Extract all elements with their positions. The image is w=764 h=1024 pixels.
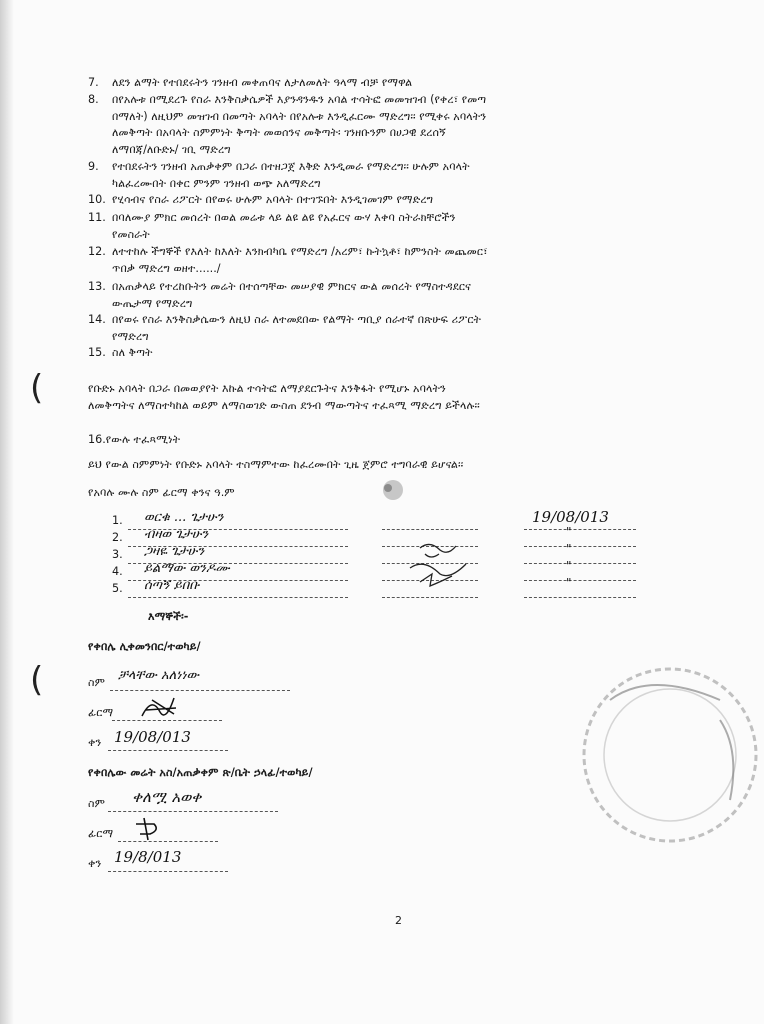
receiver-date-line xyxy=(108,750,228,751)
penalty-paragraph-line: ለመቅጣትና ለማስተካከል ወይም ለማስወገድ ውስጠ ደንብ ማውጣትና ተፈጻሚ ማድረግ ይችላሉ፡፡ xyxy=(88,399,480,412)
member-name: ብዛወ ጌታሁን xyxy=(144,527,209,542)
item-text-line: ለተተከሉ ችግኞች የእለት ከእለት እንክብካቤ የማድረግ /አረም፣ ኩትኳቶ፣ ከምንስት መጨመር፣ xyxy=(112,245,488,258)
item-text-line: የሂሳብና የስራ ሪፖርት በየወሩ ሁሉም አባላት በተገኙበት እንዲገመገም የማድረግ xyxy=(112,193,434,206)
member-name: ይልማው ወንዶሙ xyxy=(144,561,230,576)
officer-name: ቀለሟ አወቀ xyxy=(132,788,202,806)
officer-name-line xyxy=(108,811,278,812)
item-text-line: በማለት) ለዚህም መዝገብ በመጣት አባላት በየአሉቱ እንዲፈርሙ ማድረግ፡፡ የሚቀሩ አባላትን xyxy=(112,109,487,123)
officer-date-label: ቀን xyxy=(88,857,102,870)
member-date: " xyxy=(566,559,572,573)
member-date-line xyxy=(524,563,636,564)
receiver-signature-label: ፊርማ xyxy=(88,706,114,719)
member-date-line xyxy=(524,597,636,598)
page-number: 2 xyxy=(395,914,402,927)
item-text-line: የተበደሩትን ገንዘብ አጠቃቀም በጋራ በተዘጋጀ እቅድ እንዲመራ የማድረግ፡፡ ሁሉም አባላት xyxy=(112,160,470,173)
item-text-line: ለመቅጣት በአባላት ስምምነት ቅጣት መወሰንና መቅጣት፡ ገንዘቡንም በሀጋዊ ደረሰኝ xyxy=(112,126,446,139)
member-name: ወርቁ ... ጌታሁን xyxy=(144,510,224,525)
item-text-line: ስለ ቅጣት xyxy=(112,346,153,359)
receiver-name: ቻላቸው አለነነው xyxy=(118,668,200,683)
witnesses-label: እማኞች፡- xyxy=(148,610,189,623)
receiver-name-label: ስም xyxy=(88,676,106,689)
officer-title: የቀበሌው መሬት አስ/አጠቃቀም ጽ/ቤት ኃላፊ/ተወካይ/ xyxy=(88,766,313,779)
item-number: 11. xyxy=(88,211,106,224)
officer-signature xyxy=(130,814,170,842)
officer-date-line xyxy=(108,871,228,872)
item-text-line: ጥበቃ ማድረግ ወዘተ....../ xyxy=(112,261,221,275)
item-text-line: ውጤታማ የማድረግ xyxy=(112,296,193,310)
item-text-line: በአጠቃላይ የተረከቡትን መሬት በተሰጣቸው መሠያዊ ምክርና ውል መሰረት የማስተዳደርና xyxy=(112,280,471,293)
members-header: የአባሉ ሙሉ ስም ፊርማ ቀንና ዓ.ም xyxy=(88,486,235,499)
scan-edge xyxy=(0,0,14,1024)
penalty-paragraph-line: የቡድኑ አባላት በጋራ በመወያየት እኩል ተሳትፎ ለማያደርጉትና እንቅፋት የሚሆኑ አባላትን xyxy=(88,382,446,395)
item-number: 7. xyxy=(88,76,99,89)
member-number: 2. xyxy=(112,531,123,544)
item-number: 10. xyxy=(88,193,106,206)
member-date-line xyxy=(524,580,636,581)
member-number: 3. xyxy=(112,548,123,561)
member-date: " xyxy=(566,542,572,556)
officer-date: 19/8/013 xyxy=(114,848,182,866)
member-date-line xyxy=(524,546,636,547)
item-number: 9. xyxy=(88,160,99,173)
item-text-line: ካልፈረሙበት በቀር ምንም ገንዘብ ወጭ አለማድረግ xyxy=(112,176,321,190)
member-number: 1. xyxy=(112,514,123,527)
member-number: 4. xyxy=(112,565,123,578)
item-text-line: በየወሩ የስራ እንቅስቃሴውን ለዚህ ስራ ለተመደበው የልማት ጣቢያ ሰራተኛ በጽሁፍ ሪፖርት xyxy=(112,313,482,326)
member-date-line xyxy=(524,529,636,530)
punch-hole-mark: ( xyxy=(30,368,44,408)
receiver-name-line xyxy=(110,690,290,691)
item-text-line: በባለሙያ ምክር መሰረት በወል መሬቱ ላይ ልዩ ልዩ የአፈርና ውሃ እቀባ ስትራክቸሮችን xyxy=(112,211,456,224)
officer-name-label: ስም xyxy=(88,797,106,810)
officer-signature-label: ፊርማ xyxy=(88,827,114,840)
member-name: ጋዛዬ ጌታሁን xyxy=(144,544,205,559)
receiver-date: 19/08/013 xyxy=(114,728,191,746)
ink-smudge xyxy=(368,476,418,506)
receiver-signature xyxy=(138,690,188,722)
official-stamp xyxy=(570,660,760,850)
section16-title: 16.የውሉ ተፈጻሚነት xyxy=(88,433,181,446)
item-number: 12. xyxy=(88,245,106,258)
item-text-line: ለማበጃ/ለቡድኑ/ ገቢ ማድረግ xyxy=(112,142,231,156)
member-date: 19/08/013 xyxy=(532,508,609,526)
item-text-line: በየአሉቱ በሚደረጉ የስራ እንቅስቃሴዎች እያንዳንዱን አባል ተሳትፎ መመዝገብ (የቀረ፣ የመጣ xyxy=(112,93,487,106)
item-number: 14. xyxy=(88,313,106,326)
item-text-line: የመስራት xyxy=(112,227,150,241)
member-name-line xyxy=(128,597,348,598)
punch-hole-mark: ( xyxy=(30,660,44,700)
receiver-date-label: ቀን xyxy=(88,736,102,749)
member-name: ሰጣኝ ይበቡ xyxy=(144,578,200,593)
item-text-line: የማድረግ xyxy=(112,329,149,343)
receiver-title: የቀበሌ ሊቀመንበር/ተወካይ/ xyxy=(88,640,201,653)
member-date: " xyxy=(566,576,572,590)
item-text-line: ለደን ልማት የተበደሩትን ገንዘብ መቀጠባና ለታለመለት ዓላማ ብቻ የማዋል xyxy=(112,76,413,89)
item-number: 13. xyxy=(88,280,106,293)
member-date: " xyxy=(566,525,572,539)
member-signatures xyxy=(380,520,490,600)
item-number: 8. xyxy=(88,93,99,106)
member-number: 5. xyxy=(112,582,123,595)
section16-text: ይህ የውል ስምምነት የቡድኑ አባላት ተስማምተው ከፈረሙበት ጊዜ ጀምሮ ተግባራዊ ይሆናል፡፡ xyxy=(88,458,464,471)
item-number: 15. xyxy=(88,346,106,359)
